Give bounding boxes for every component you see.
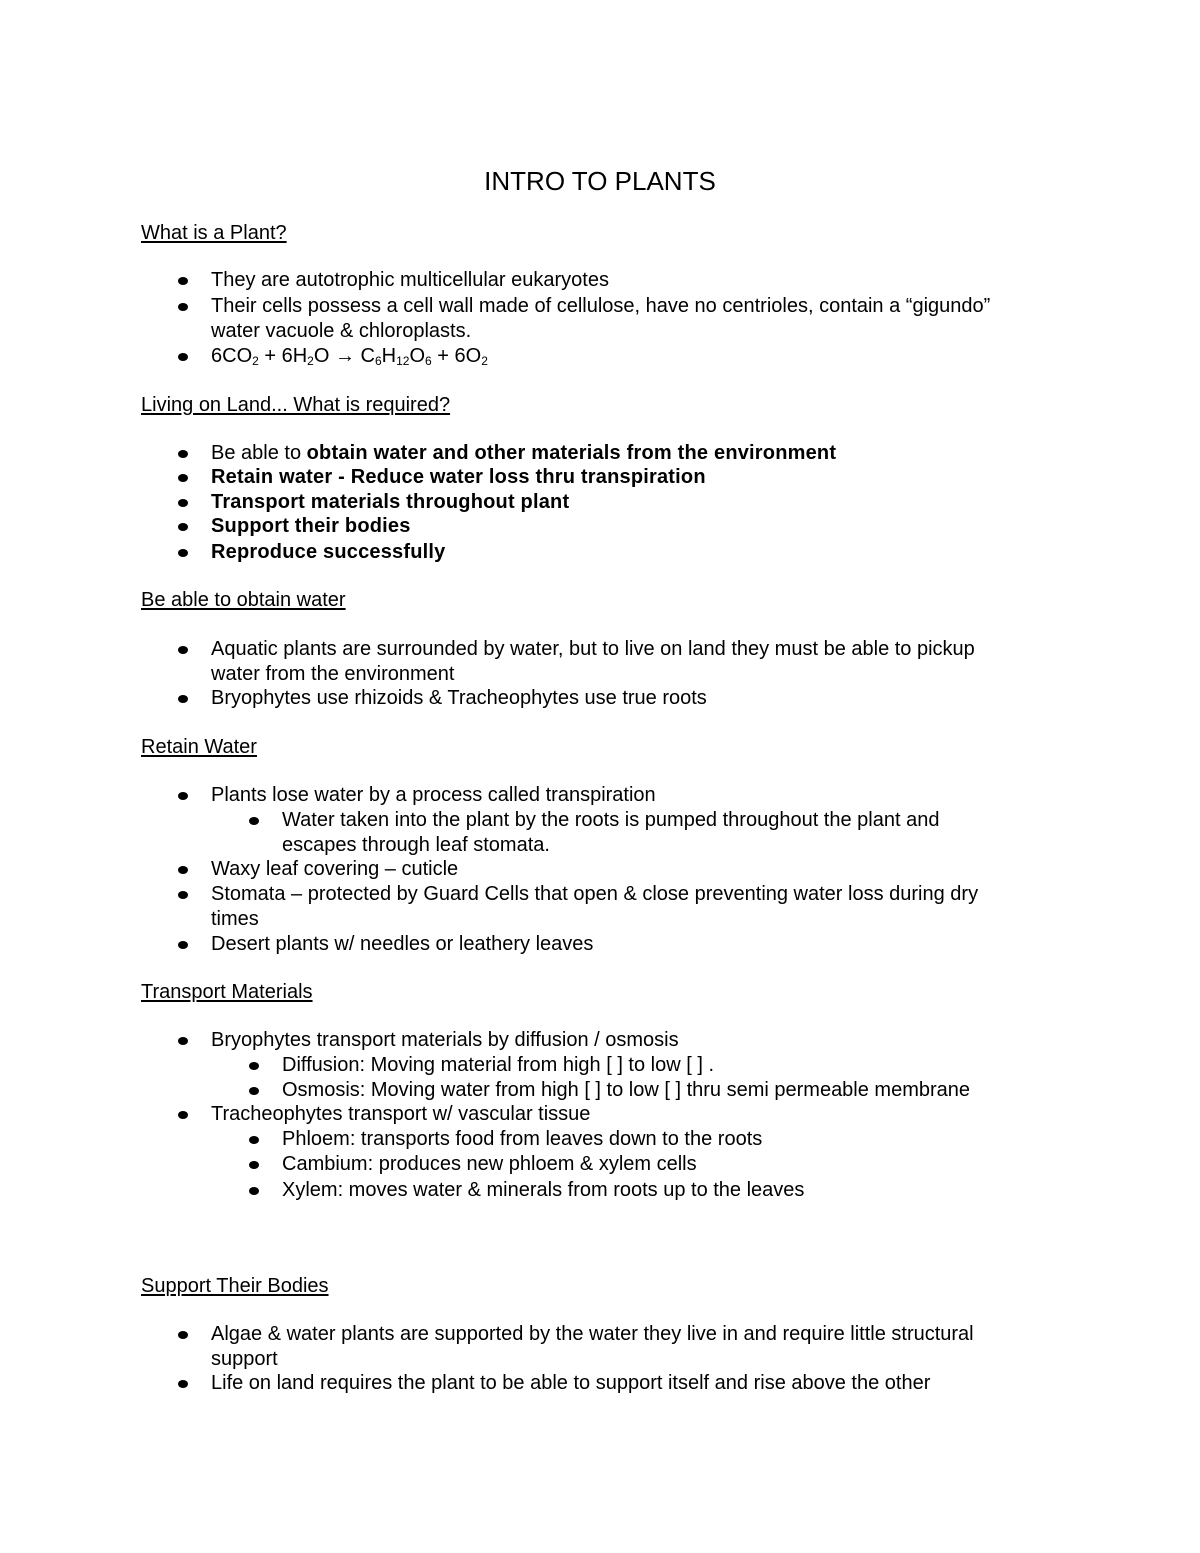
bullet-icon [249,1161,259,1169]
section-heading-retain-water: Retain Water [141,736,257,758]
bullet-icon [178,1037,188,1045]
list-item: Their cells possess a cell wall made of cellulose, have no centrioles, contain a “gigundo” water vacuole & chloroplasts. [211,294,1091,343]
list-item: Desert plants w/ needles or leathery leaves [211,932,1091,957]
list-item: Tracheophytes transport w/ vascular tissue [211,1102,1091,1127]
list-item: Transport materials throughout plant [211,490,1091,515]
bullet-icon [178,891,188,899]
bullet-icon [178,474,188,482]
bullet-icon [178,523,188,531]
list-item: Bryophytes use rhizoids & Tracheophytes use true roots [211,686,1091,711]
bullet-icon [178,695,188,703]
list-item: Retain water - Reduce water loss thru transpiration [211,465,1091,490]
bullet-icon [178,353,188,361]
bullet-icon [249,1062,259,1070]
bullet-icon [178,866,188,874]
section-heading-transport-materials: Transport Materials [141,981,313,1003]
sub-list-item: Xylem: moves water & minerals from roots up to the leaves [282,1178,1092,1203]
section-heading-obtain-water: Be able to obtain water [141,589,346,611]
photosynthesis-equation: $6CO_2 + 6H_2O \to C_6H_{12}O_6 + 6O_2$ [211,344,1091,369]
bullet-icon [249,1187,259,1195]
list-item: Be able to obtain water and other materials from the environment [211,441,1091,466]
bullet-icon [178,1380,188,1388]
bullet-icon [178,277,188,285]
bullet-icon [178,792,188,800]
list-item: Algae & water plants are supported by the water they live in and require little structural support [211,1322,1091,1371]
sub-list-item: Cambium: produces new phloem & xylem cells [282,1152,1092,1177]
bullet-icon [178,941,188,949]
sub-list-item: Osmosis: Moving water from high [ ] to low [ ] thru semi permeable membrane [282,1078,1092,1103]
list-item: They are autotrophic multicellular eukaryotes [211,268,1091,293]
list-item: Reproduce successfully [211,540,1091,565]
bullet-icon [249,1136,259,1144]
bullet-icon [249,1087,259,1095]
list-item: Plants lose water by a process called transpiration [211,783,1091,808]
sub-list-item: Phloem: transports food from leaves down to the roots [282,1127,1092,1152]
bullet-icon [178,499,188,507]
list-item: Aquatic plants are surrounded by water, but to live on land they must be able to pickup water from the environment [211,637,1091,686]
bullet-icon [178,646,188,654]
bullet-icon [178,450,188,458]
list-item: Life on land requires the plant to be able to support itself and rise above the other [211,1371,1091,1396]
section-heading-support-their-bodies: Support Their Bodies [141,1275,329,1297]
bullet-icon [178,1111,188,1119]
bullet-icon [249,817,259,825]
section-heading-living-on-land: Living on Land... What is required? [141,394,451,416]
list-item: Waxy leaf covering – cuticle [211,857,1091,882]
document-title: INTRO TO PLANTS [484,166,716,196]
sub-list-item: Water taken into the plant by the roots is pumped throughout the plant and escapes through leaf stomata. [282,808,1092,857]
bullet-icon [178,303,188,311]
bullet-icon [178,1331,188,1339]
section-heading-what-is-a-plant: What is a Plant? [141,222,287,244]
list-item: Bryophytes transport materials by diffusion / osmosis [211,1028,1091,1053]
sub-list-item: Diffusion: Moving material from high [ ] to low [ ] . [282,1053,1092,1078]
bullet-icon [178,549,188,557]
list-item: Stomata – protected by Guard Cells that open & close preventing water loss during dry times [211,882,1091,931]
list-item: Support their bodies [211,514,1091,539]
